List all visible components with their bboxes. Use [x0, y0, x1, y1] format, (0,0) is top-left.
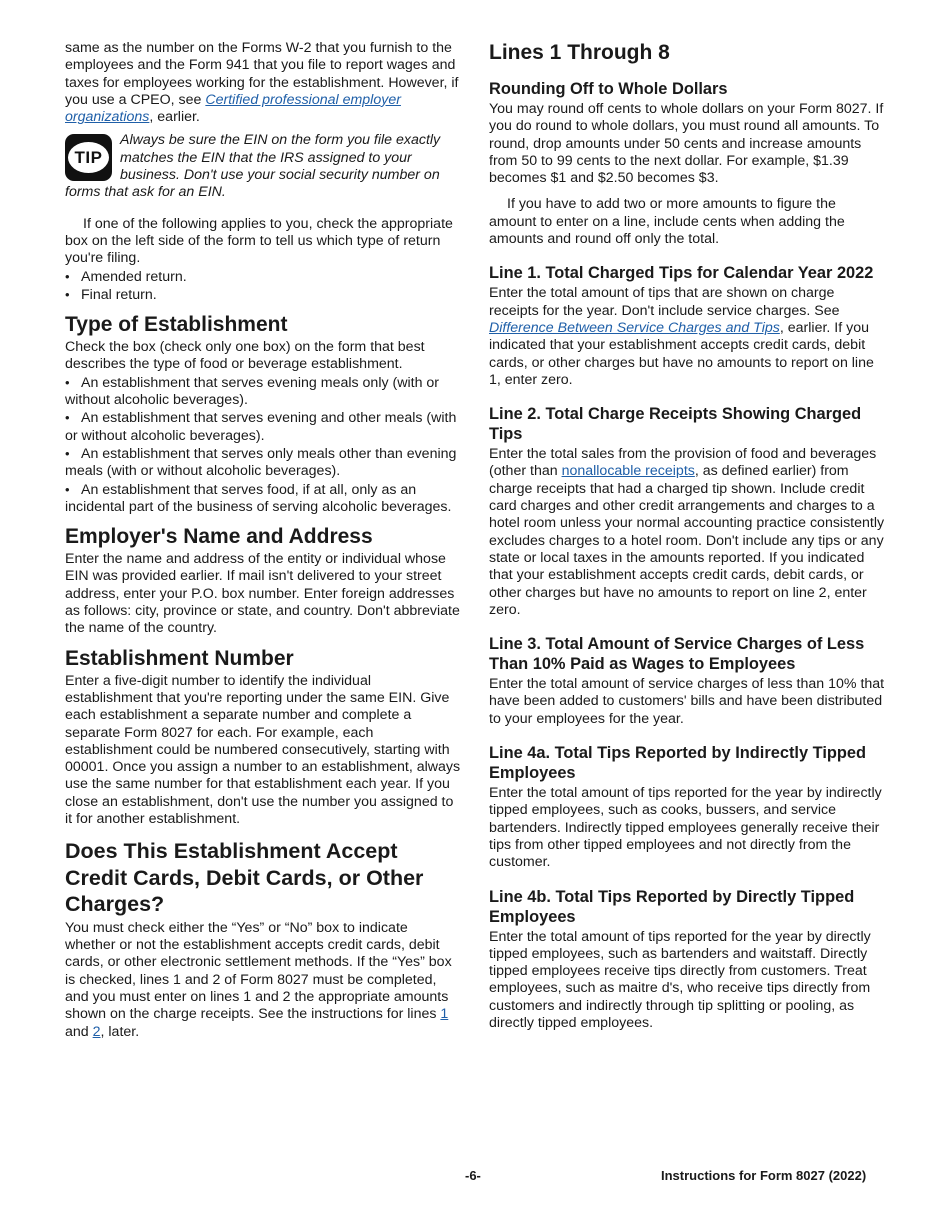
line1-text [489, 285, 886, 389]
rounding-text-2: If you have to add two or more amounts to figure the amount to enter on a line, include cents when adding the amounts and round off only the total. [489, 196, 845, 248]
line4a-heading: Line 4a. Total Tips Reported by Indirectly Tipped Employees [489, 744, 867, 783]
line1-heading: Line 1. Total Charged Tips for Calendar Year 2022 [489, 264, 874, 283]
line2-body-end: , as defined earlier) from charge receipts that had a charged tip shown. Include credit card charges and other credit arrangements and charges to a hotel room unless your normal accounting practice consistently excludes charges to a hotel room. Don't include any tips or any state or local taxes in the amounts reported. If you indicated that your establishment accepts credit cards, debit cards, or other charges but have no amounts to report on line 2, enter zero. [489, 463, 885, 618]
list-item [65, 268, 462, 286]
list-item-text: An establishment that serves food, if at all, only as an incidental part of the business of serving alcoholic beverages. [65, 481, 452, 515]
tip-box [65, 132, 462, 201]
bullet-icon: • [65, 374, 70, 390]
tip-icon [65, 134, 112, 181]
nonallocable-receipts-link[interactable]: nonallocable receipts [561, 463, 695, 480]
tip-text: Always be sure the EIN on the form you file exactly matches the EIN that the IRS assigned to your business. Don't use your social security number on forms that ask for an EIN. [65, 132, 441, 201]
bullet-icon: • [65, 410, 70, 426]
employer-text: Enter the name and address of the entity or individual whose EIN was provided earlier. If mail isn't delivered to your street address, enter your P.O. box number. Enter foreign addresses as follows: city, province or state, and country. Don't abbreviate the name of the country. [65, 551, 460, 637]
line4b-heading: Line 4b. Total Tips Reported by Directly Tipped Employees [489, 887, 855, 926]
rounding-text: You may round off cents to whole dollars on your Form 8027. If you do round to whole dollars, you must round all amounts. To round, drop amounts under 50 cents and increase amounts from 50 to 99 cents to the next dollar. For example, $1.39 becomes $1 and $2.50 becomes $3. [489, 101, 884, 187]
bullet-icon: • [65, 268, 70, 284]
tip-label: TIP [68, 142, 109, 173]
line2-link[interactable]: 2 [92, 1023, 101, 1040]
intro-paragraph [65, 40, 462, 126]
credit-cards-end: , later. [100, 1023, 140, 1040]
employer-heading: Employer's Name and Address [65, 525, 373, 549]
intro-text: same as the number on the Forms W-2 that you furnish to the employees and the Form 941 that you file to report wages and taxes for employees working for the establishment. However, if you use a CPEO, see [65, 40, 459, 108]
establishment-number-text: Enter a five-digit number to identify the individual establishment that you're reporting under the same EIN. Give each establishment a separate number and complete a separate Form 8027 for each. For example, each establishment could be numbered consecutively, starting with 00001. Once you assign a number to an establishment, always use the same number for that establishment each year. If you close an establishment, don't use the number you assigned to it for another establishment. [65, 672, 461, 827]
lines-heading: Lines 1 Through 8 [489, 41, 670, 64]
list-item [65, 286, 462, 304]
intro-text-end: , earlier. [149, 109, 200, 126]
credit-cards-heading: Does This Establishment Accept Credit Cards, Debit Cards, or Other Charges? [65, 839, 424, 917]
return-type-paragraph: If one of the following applies to you, check the appropriate box on the left side of the form to tell us which type of return you're filing. [65, 215, 453, 267]
list-item-text: An establishment that serves evening meals only (with or without alcoholic beverages). [65, 374, 440, 409]
line4b-text: Enter the total amount of tips reported for the year by directly tipped employees, such as bartenders and waitstaff. Directly tipped employees receive tips directly from customers. Treat employees, such as maitre d's, who receive tips directly from customers and indirectly through tip splitting or pooling, as directly tipped employees. [489, 928, 871, 1031]
type-intro: Check the box (check only one box) on the form that best describes the type of food or beverage establishment. [65, 339, 425, 373]
list-item-text: An establishment that serves evening and other meals (with or without alcoholic beverages). [65, 410, 457, 444]
list-item [65, 409, 462, 445]
bullet-icon: • [65, 481, 70, 497]
list-item-text: An establishment that serves only meals other than evening meals (with or without alcoholic beverages). [65, 445, 457, 480]
list-item [65, 481, 462, 517]
bullet-icon: • [65, 286, 70, 302]
line3-text: Enter the total amount of service charges of less than 10% that have been added to customers' bills and have been distributed to your employees for the year. [489, 676, 885, 727]
line3-heading: Line 3. Total Amount of Service Charges of Less Than 10% Paid as Wages to Employees [489, 635, 865, 674]
credit-cards-text [65, 920, 462, 1041]
list-item-text: Final return. [81, 286, 157, 303]
right-column [489, 40, 886, 1032]
credit-cards-body: You must check either the “Yes” or “No” box to indicate whether or not the establishment accepts credit cards, debit cards, or other electronic settlement methods. If the “Yes” box is checked, lines 1 and 2 of Form 8027 must be completed, and you must enter on lines 1 and 2 the appropriate amounts shown on the charge receipts. See the instructions for lines [65, 919, 452, 1023]
rounding-heading: Rounding Off to Whole Dollars [489, 80, 728, 98]
establishment-number-heading: Establishment Number [65, 646, 294, 670]
bullet-icon: • [65, 445, 70, 461]
line4a-text: Enter the total amount of tips reported for the year by indirectly tipped employees, such as cooks, bussers, and service bartenders. Indirectly tipped employees generally receive their tips from other tipped employees and not directly from the customer. [489, 785, 882, 871]
and-text: and [65, 1023, 93, 1040]
line2-body: Enter the total sales from the provision of food and beverages (other than [489, 446, 877, 480]
type-heading: Type of Establishment [65, 313, 288, 337]
page-number: -6- [465, 1168, 481, 1183]
list-item [65, 445, 462, 481]
line1-body-end: , earlier. If you indicated that your establishment accepts credit cards, debit cards, or other charges but have no amounts to report on line 1, enter zero. [489, 319, 874, 388]
line2-heading: Line 2. Total Charge Receipts Showing Charged Tips [489, 405, 862, 444]
cpeo-link[interactable]: Certified professional employer organizations [65, 91, 401, 126]
line2-text [489, 446, 886, 619]
line1-link[interactable]: 1 [440, 1006, 449, 1023]
footer-title: Instructions for Form 8027 (2022) [661, 1168, 867, 1183]
list-item-text: Amended return. [81, 268, 187, 285]
service-charges-link[interactable]: Difference Between Service Charges and Tips [489, 319, 780, 336]
list-item [65, 374, 462, 410]
line1-body: Enter the total amount of tips that are shown on charge receipts for the year. Don't include service charges. See [489, 285, 840, 319]
left-column [65, 40, 462, 1041]
